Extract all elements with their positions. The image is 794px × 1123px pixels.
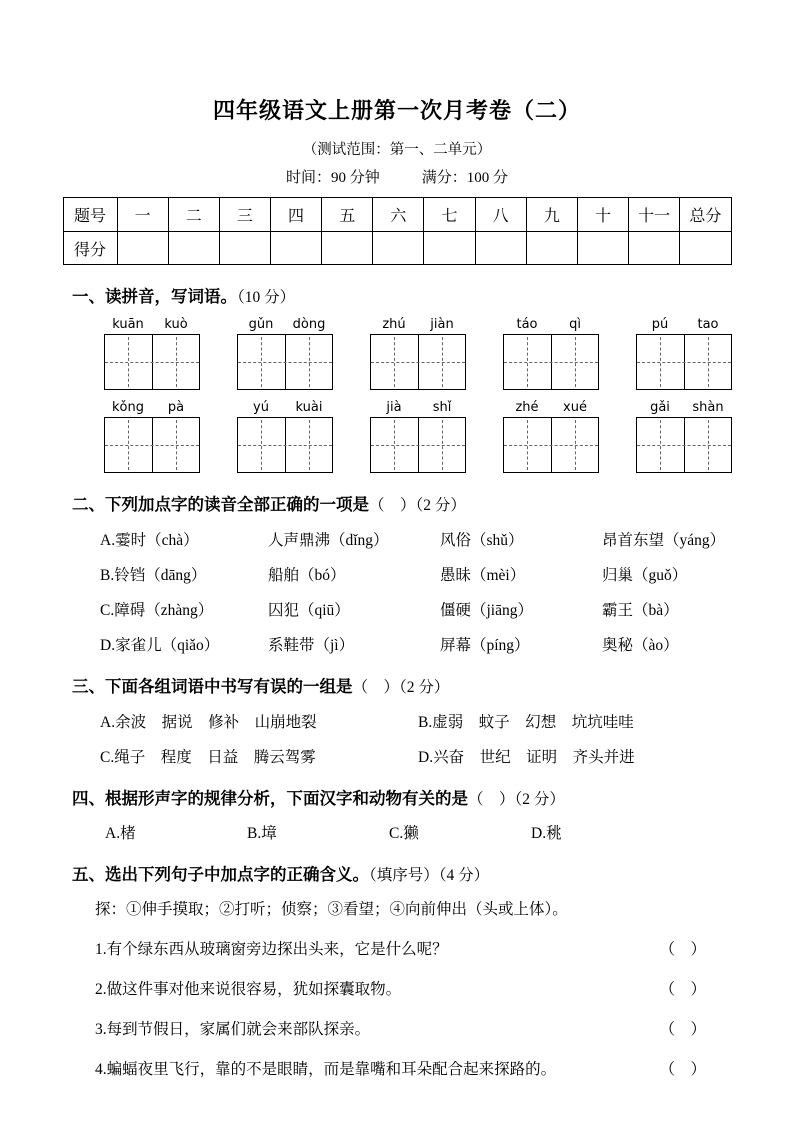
option-item: 昂首东望（yáng） (602, 532, 726, 549)
option-item: 屏幕（píng） (440, 637, 530, 654)
header-cell-3: 三 (219, 198, 270, 232)
header-cell-2: 二 (168, 198, 219, 232)
section-1-heading: 一、读拼音，写词语。（10 分） (72, 288, 296, 306)
writing-cell[interactable] (684, 335, 732, 389)
exam-subtitle: （测试范围：第一、二单元） (302, 142, 492, 158)
option-label: D. (531, 825, 547, 842)
option-item: 归巢（guǒ） (602, 567, 688, 584)
time-label: 时间：90 分钟 (285, 170, 380, 186)
pinyin-row-2 (104, 400, 732, 473)
score-cell[interactable] (424, 232, 475, 265)
word-group-d[interactable]: D.兴奋 世纪 证明 齐头并进 (418, 749, 635, 766)
score-cell[interactable] (270, 232, 321, 265)
section-3-heading: 三、下面各组词语中书写有误的一组是（ ）（2 分） (72, 678, 450, 696)
sentence-row (95, 977, 706, 999)
writing-cell[interactable] (637, 335, 684, 389)
pinyin-group (503, 400, 599, 473)
pinyin-group (237, 400, 333, 473)
pinyin-group (636, 400, 732, 473)
writing-cell[interactable] (371, 418, 418, 472)
char-option-a[interactable]: A.楮 (105, 825, 136, 842)
option-label: C. (389, 825, 404, 842)
writing-cell[interactable] (371, 335, 418, 389)
header-cell-11: 十一 (629, 198, 680, 232)
word-group-c[interactable]: C.绳子 程度 日益 腾云驾雾 (100, 749, 316, 766)
writing-box[interactable] (370, 334, 466, 390)
answer-bracket[interactable]: （ ） (659, 981, 706, 998)
writing-cell[interactable] (152, 418, 200, 472)
pinyin-group (370, 317, 466, 390)
pinyin-label: yú kuài (253, 400, 323, 415)
section-3-points: （ ）（2 分） (352, 679, 450, 696)
section-5-heading: 五、选出下列句子中加点字的正确含义。（填序号）（4 分） (72, 866, 490, 884)
writing-box[interactable] (636, 334, 732, 390)
header-cell-6: 六 (373, 198, 424, 232)
option-item: 船舶（bó） (268, 567, 346, 584)
option-item: D.家雀儿（qiǎo） (100, 637, 220, 654)
writing-cell[interactable] (684, 418, 732, 472)
writing-box[interactable] (237, 417, 333, 473)
option-item: 愚昧（mèi） (440, 567, 526, 584)
score-table-header-row (63, 198, 731, 232)
score-cell[interactable] (168, 232, 219, 265)
writing-cell[interactable] (285, 335, 333, 389)
option-item: C.障碍（zhàng） (100, 602, 214, 619)
full-score-label: 满分：100 分 (421, 170, 509, 186)
pinyin-group (370, 400, 466, 473)
section-2-heading: 二、下列加点字的读音全部正确的一项是（ ）（2 分） (72, 496, 466, 514)
char-option-c[interactable]: C.獭 (389, 825, 419, 842)
pinyin-label: gǔn dòng (248, 317, 326, 332)
score-cell[interactable] (629, 232, 680, 265)
header-cell-tihao: 题号 (63, 198, 117, 232)
word-group-a[interactable]: A.余波 据说 修补 山崩地裂 (100, 714, 317, 731)
option-label: B. (247, 825, 262, 842)
option-row-a[interactable] (100, 528, 794, 550)
header-cell-8: 八 (475, 198, 526, 232)
score-cell[interactable] (526, 232, 577, 265)
writing-box[interactable] (503, 417, 599, 473)
option-label: C. (100, 749, 115, 766)
exam-info (0, 166, 794, 187)
option-row-d[interactable] (100, 633, 794, 655)
header-cell-4: 四 (270, 198, 321, 232)
char-option-d[interactable]: D.䄻 (531, 825, 562, 842)
writing-box[interactable] (503, 334, 599, 390)
writing-cell[interactable] (418, 335, 466, 389)
option-item: 系鞋带（jì） (268, 637, 355, 654)
char-option-row (105, 821, 794, 843)
pinyin-label: táo qì (516, 317, 581, 332)
writing-cell[interactable] (152, 335, 200, 389)
option-row-c[interactable] (100, 598, 794, 620)
sentence-row (95, 937, 706, 959)
writing-cell[interactable] (504, 418, 551, 472)
sentence-text: 3.每到节假日，家属们就会来部队探亲。 (95, 1021, 371, 1038)
writing-cell[interactable] (238, 418, 285, 472)
option-item: 人声鼎沸（dǐng） (268, 532, 389, 549)
sentence-text: 4.蝙蝠夜里飞行，靠的不是眼睛，而是靠嘴和耳朵配合起来探路的。 (95, 1061, 557, 1078)
pinyin-group (237, 317, 333, 390)
option-item: 霸王（bà） (602, 602, 679, 619)
section-1-points: （10 分） (237, 289, 296, 306)
pinyin-group (104, 400, 200, 473)
sentence-row (95, 1057, 706, 1079)
writing-box[interactable] (104, 334, 200, 390)
score-table (63, 197, 732, 265)
writing-box[interactable] (237, 334, 333, 390)
writing-cell[interactable] (504, 335, 551, 389)
sentence-text: 2.做这件事对他来说很容易，犹如探囊取物。 (95, 981, 402, 998)
writing-cell[interactable] (551, 335, 599, 389)
word-row-2 (100, 745, 794, 767)
answer-bracket[interactable]: （ ） (659, 1021, 706, 1038)
pinyin-label: gǎi shàn (650, 400, 724, 415)
pinyin-label: kuān kuò (112, 317, 188, 332)
score-cell[interactable] (322, 232, 373, 265)
writing-cell[interactable] (105, 418, 152, 472)
writing-cell[interactable] (637, 418, 684, 472)
option-label: A. (100, 532, 116, 549)
header-cell-7: 七 (424, 198, 475, 232)
sentence-text: 1.有个绿东西从玻璃窗旁边探出头来，它是什么呢？ (95, 941, 448, 958)
option-label: D. (100, 637, 116, 654)
option-label: A. (105, 825, 121, 842)
pinyin-row-1 (104, 317, 732, 390)
option-item: 囚犯（qiū） (268, 602, 350, 619)
exam-title: 四年级语文上册第一次月考卷（二） (212, 98, 581, 123)
header-cell-1: 一 (117, 198, 168, 232)
score-cell[interactable] (475, 232, 526, 265)
option-label: D. (418, 749, 434, 766)
writing-box[interactable] (104, 417, 200, 473)
header-cell-total: 总分 (680, 198, 731, 232)
section-2-points: （ ）（2 分） (369, 497, 466, 514)
header-cell-10: 十 (577, 198, 628, 232)
option-item: 僵硬（jiāng） (440, 602, 533, 619)
writing-box[interactable] (636, 417, 732, 473)
score-cell[interactable] (373, 232, 424, 265)
answer-bracket[interactable]: （ ） (659, 941, 706, 958)
pinyin-label: jià shǐ (386, 400, 452, 415)
score-cell-total[interactable] (680, 232, 731, 265)
pinyin-group (503, 317, 599, 390)
header-cell-5: 五 (322, 198, 373, 232)
option-label: C. (100, 602, 115, 619)
score-row-label: 得分 (63, 232, 117, 265)
score-row (63, 232, 731, 265)
option-row-b[interactable] (100, 563, 794, 585)
score-cell[interactable] (117, 232, 168, 265)
writing-cell[interactable] (551, 418, 599, 472)
pinyin-label: zhé xué (515, 400, 587, 415)
pinyin-label: pú tao (651, 317, 719, 332)
pinyin-label: zhú jiàn (382, 317, 454, 332)
definition-line: 探：①伸手摸取；②打听；侦察；③看望；④向前伸出（头或上体）。 (95, 901, 568, 918)
section-4-heading: 四、根据形声字的规律分析，下面汉字和动物有关的是（ ）（2 分） (72, 790, 565, 808)
option-label: A. (100, 714, 116, 731)
sentence-row (95, 1017, 706, 1039)
option-label: B. (418, 714, 433, 731)
writing-cell[interactable] (105, 335, 152, 389)
option-item: 风俗（shǔ） (440, 532, 524, 549)
section-5-points: （填序号）（4 分） (369, 867, 490, 884)
section-4-points: （ ）（2 分） (468, 791, 565, 808)
word-group-b[interactable]: B.虚弱 蚊子 幻想 坑坑哇哇 (418, 714, 634, 731)
writing-cell[interactable] (238, 335, 285, 389)
score-cell[interactable] (577, 232, 628, 265)
header-cell-9: 九 (526, 198, 577, 232)
option-item: B.铃铛（dāng） (100, 567, 207, 584)
option-item: A.霎时（chà） (100, 532, 199, 549)
pinyin-group (636, 317, 732, 390)
option-item: 奥秘（ào） (602, 637, 679, 654)
writing-box[interactable] (370, 417, 466, 473)
score-cell[interactable] (219, 232, 270, 265)
char-option-b[interactable]: B.墇 (247, 825, 277, 842)
word-row-1 (100, 710, 794, 732)
answer-bracket[interactable]: （ ） (659, 1061, 706, 1078)
pinyin-label: kǒng pà (112, 400, 185, 415)
writing-cell[interactable] (418, 418, 466, 472)
option-label: B. (100, 567, 115, 584)
writing-cell[interactable] (285, 418, 333, 472)
pinyin-group (104, 317, 200, 390)
